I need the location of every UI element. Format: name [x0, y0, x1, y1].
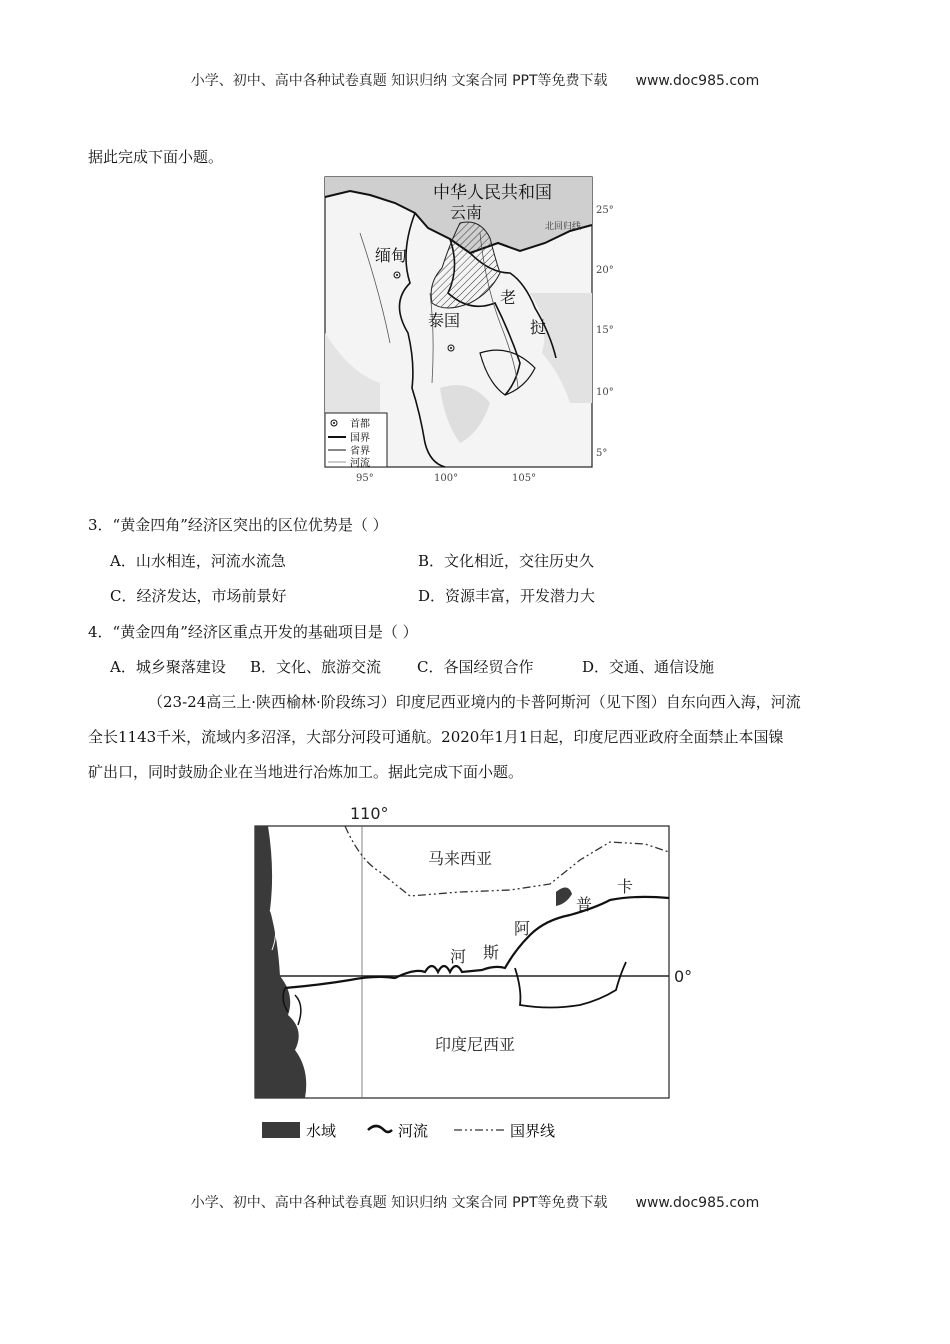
label-yunnan: 云南: [450, 203, 483, 222]
q4-option-b[interactable]: B．文化、旅游交流: [250, 658, 382, 676]
label-myanmar: 缅甸: [375, 246, 408, 265]
label-laos-2: 挝: [530, 318, 547, 337]
header-text: 小学、初中、高中各种试卷真题 知识归纳 文案合同 PPT等免费下载: [190, 73, 608, 89]
legend-border: 国界线: [510, 1122, 556, 1140]
river-char-a: 阿: [514, 919, 531, 938]
lat-15: 15°: [596, 325, 614, 336]
kapuas-river-map: [250, 800, 710, 1150]
lon-105: 105°: [512, 473, 537, 483]
passage-line-1: （23-24高三上·陕西榆林·阶段练习）印度尼西亚境内的卡普阿斯河（见下图）自东向西入海，河流: [148, 693, 801, 711]
river-char-si: 斯: [483, 943, 500, 962]
label-laos-1: 老: [500, 288, 517, 307]
label-malaysia: 马来西亚: [428, 849, 493, 868]
passage-line-3: 矿出口，同时鼓励企业在当地进行冶炼加工。据此完成下面小题。: [88, 763, 524, 781]
label-tropic: 北回归线: [545, 222, 582, 232]
header-url[interactable]: www.doc985.com: [635, 73, 760, 89]
legend-water: 水域: [306, 1122, 337, 1140]
passage-line-2: 全长1143千米，流域内多沼泽，大部分河段可通航。2020年1月1日起，印度尼西亚政府全面禁止本国镍: [88, 728, 784, 746]
page-header: [0, 70, 950, 90]
lat-20: 20°: [596, 265, 614, 276]
q3-option-b[interactable]: B．文化相近，交往历史久: [418, 552, 595, 570]
legend-national-border: 国界: [350, 433, 370, 444]
footer-url[interactable]: www.doc985.com: [635, 1195, 760, 1211]
q3-option-d[interactable]: D．资源丰富，开发潜力大: [418, 587, 596, 605]
river-char-ka: 卡: [617, 877, 634, 896]
golden-quadrangle-map: [320, 173, 620, 483]
intro-text: 据此完成下面小题。: [88, 148, 224, 166]
q4-option-d[interactable]: D．交通、通信设施: [582, 658, 715, 676]
q4-stem: 4．“黄金四角”经济区重点开发的基础项目是（ ）: [88, 623, 418, 641]
footer-text: 小学、初中、高中各种试卷真题 知识归纳 文案合同 PPT等免费下载: [190, 1195, 608, 1211]
label-thailand: 泰国: [428, 311, 461, 330]
q4-option-c[interactable]: C．各国经贸合作: [417, 658, 534, 676]
lon-95: 95°: [356, 473, 374, 483]
legend-river: 河流: [350, 458, 370, 469]
legend-capital: 首都: [350, 419, 370, 430]
river-char-pu: 普: [576, 895, 593, 914]
map2-legend: [262, 1122, 555, 1140]
label-110: 110°: [350, 804, 389, 823]
q4-option-a[interactable]: A．城乡聚落建设: [110, 658, 226, 676]
label-0: 0°: [674, 967, 693, 986]
page-footer: [0, 1192, 950, 1212]
q3-option-c[interactable]: C．经济发达，市场前景好: [110, 587, 287, 605]
lat-5: 5°: [596, 448, 608, 459]
q3-stem: 3．“黄金四角”经济区突出的区位优势是（ ）: [88, 516, 388, 534]
label-indonesia: 印度尼西亚: [435, 1035, 516, 1054]
lat-10: 10°: [596, 387, 614, 398]
q3-option-a[interactable]: A．山水相连，河流水流急: [110, 552, 286, 570]
legend-river2: 河流: [398, 1122, 429, 1140]
label-china: 中华人民共和国: [433, 183, 552, 203]
river-char-he: 河: [450, 947, 467, 966]
lon-100: 100°: [434, 473, 459, 483]
legend-provincial-border: 省界: [350, 446, 370, 457]
map1-legend: [325, 413, 387, 469]
lat-25: 25°: [596, 205, 614, 216]
